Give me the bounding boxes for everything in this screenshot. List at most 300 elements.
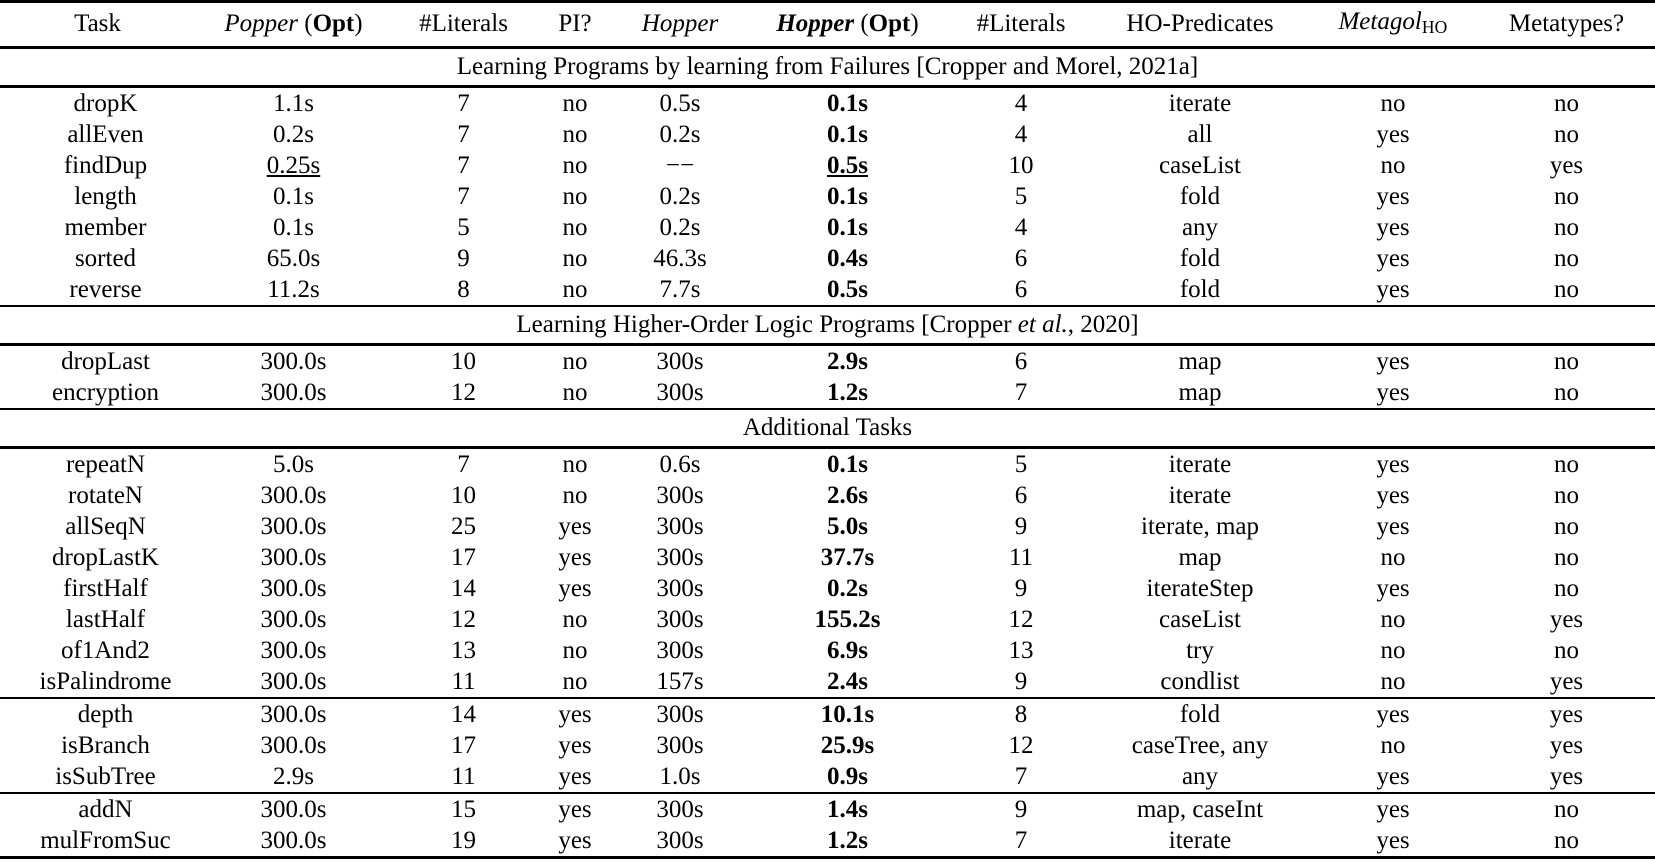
- section-header-row: [0, 409, 1655, 448]
- cell-value: no: [1554, 574, 1579, 602]
- cell-value: 0.5s: [659, 89, 701, 117]
- cell-value: 13: [1008, 636, 1034, 664]
- cell-task: findDup: [63, 151, 148, 179]
- cell-metatypes: [1478, 480, 1655, 511]
- cell-value: no: [562, 244, 588, 272]
- cell-hopper-opt: [745, 150, 950, 181]
- cell-lit2: [950, 181, 1092, 212]
- cell-value: 300s: [656, 636, 704, 664]
- cell-hopper-opt: [745, 212, 950, 243]
- cell-task: of1And2: [61, 636, 150, 664]
- cell-popper-opt: [195, 480, 392, 511]
- cell-popper-opt: [195, 761, 392, 793]
- cell-value: yes: [1376, 481, 1410, 509]
- cell-hopper-opt: [745, 542, 950, 573]
- cell-value: no: [562, 151, 588, 179]
- paren-close-2: ): [910, 10, 919, 38]
- opt-word-2: Opt: [868, 10, 911, 38]
- cell-pi: [535, 542, 615, 573]
- cell-task: dropK: [73, 89, 138, 117]
- cell-value: map: [1178, 543, 1222, 571]
- cell-value: 2.6s: [827, 481, 868, 509]
- col-header-literals-popper: [392, 2, 535, 48]
- cell-hopper-opt: [745, 274, 950, 306]
- cell-value: 7.7s: [659, 275, 701, 303]
- cell-popper-opt: [195, 604, 392, 635]
- cell-value: 7: [457, 151, 470, 179]
- cell-value: try: [1186, 636, 1214, 664]
- cell-pi: [535, 181, 615, 212]
- cell-metagol: [1308, 761, 1478, 793]
- cell-value: 300s: [656, 605, 704, 633]
- cell-value: 300.0s: [260, 667, 327, 695]
- cell-value: yes: [1376, 347, 1410, 375]
- cell-value: map, caseInt: [1136, 795, 1264, 823]
- cell-lit1: [392, 793, 535, 825]
- cell-value: 300.0s: [260, 795, 327, 823]
- cell-value: yes: [1376, 795, 1410, 823]
- cell-value: no: [1554, 182, 1579, 210]
- cell-metagol: [1308, 447, 1478, 480]
- cell-lit2: [950, 377, 1092, 409]
- cell-hopreds: [1092, 698, 1308, 730]
- cell-lit1: [392, 761, 535, 793]
- section-title: Additional Tasks: [0, 409, 1655, 448]
- cell-metagol: [1308, 635, 1478, 666]
- cell-value: 10.1s: [820, 700, 875, 728]
- cell-hopreds: [1092, 573, 1308, 604]
- metagol-subscript: HO: [1421, 16, 1448, 37]
- cell-value: 2.4s: [827, 667, 868, 695]
- cell-popper-opt: [195, 511, 392, 542]
- cell-popper-opt: [195, 666, 392, 698]
- cell-value: no: [1380, 151, 1406, 179]
- cell-lit2: [950, 635, 1092, 666]
- cell-value: 0.2s: [659, 213, 701, 241]
- cell-hopper: [615, 666, 745, 698]
- cell-popper-opt: [195, 793, 392, 825]
- cell-lit2: [950, 243, 1092, 274]
- cell-lit1: [392, 825, 535, 858]
- cell-value: iterate: [1168, 481, 1232, 509]
- cell-lit1: [392, 666, 535, 698]
- cell-value: no: [1380, 543, 1406, 571]
- cell-value: 1.0s: [659, 762, 701, 790]
- cell-lit2: [950, 730, 1092, 761]
- table-row: [0, 344, 1655, 377]
- cell-hopper: [615, 274, 745, 306]
- cell-metagol: [1308, 119, 1478, 150]
- cell-metatypes: [1478, 344, 1655, 377]
- cell-value: yes: [1376, 512, 1410, 540]
- cell-metatypes: [1478, 542, 1655, 573]
- section-header-row: [0, 306, 1655, 345]
- cell-value: 6: [1014, 275, 1028, 303]
- cell-value: 1.1s: [273, 89, 314, 117]
- cell-hopreds: [1092, 793, 1308, 825]
- cell-task: encryption: [0, 377, 195, 409]
- cell-value: iterate, map: [1141, 512, 1259, 540]
- cell-value: 25.9s: [820, 731, 875, 759]
- cell-metatypes: [1478, 635, 1655, 666]
- cell-task: sorted: [74, 244, 137, 272]
- cell-lit2: [950, 573, 1092, 604]
- cell-value: 13: [451, 636, 476, 664]
- cell-hopper-opt: [745, 344, 950, 377]
- cell-pi: [535, 447, 615, 480]
- table-row: [0, 825, 1655, 858]
- cell-lit1: [392, 181, 535, 212]
- cell-value: 7: [1014, 826, 1028, 854]
- cell-value: 0.2s: [659, 182, 701, 210]
- cell-value: no: [1554, 543, 1579, 571]
- cell-value: 19: [451, 826, 476, 854]
- cell-value: 300.0s: [260, 605, 327, 633]
- cell-value: 300s: [656, 826, 704, 854]
- table-row: [0, 480, 1655, 511]
- cell-value: 0.1s: [827, 213, 868, 241]
- cell-value: 17: [451, 731, 476, 759]
- cell-lit2: [950, 212, 1092, 243]
- cell-pi: [535, 666, 615, 698]
- cell-popper-opt: [195, 635, 392, 666]
- cell-value: 6.9s: [827, 636, 868, 664]
- cell-value: fold: [1179, 182, 1221, 210]
- col-header-task: [0, 2, 195, 48]
- cell-value: 1.2s: [827, 826, 868, 854]
- cell-hopper-opt: [745, 604, 950, 635]
- cell-value: 5.0s: [827, 512, 868, 540]
- cell-metagol: [1308, 825, 1478, 858]
- cell-value: no: [1554, 450, 1579, 478]
- cell-value: no: [1380, 89, 1406, 117]
- cell-value: −−: [665, 151, 695, 179]
- cell-popper-opt: [195, 698, 392, 730]
- cell-hopreds: [1092, 542, 1308, 573]
- cell-value: map: [1178, 378, 1222, 406]
- cell-pi: [535, 573, 615, 604]
- cell-hopreds: [1092, 377, 1308, 409]
- table-body: [0, 47, 1655, 857]
- cell-hopper: [615, 377, 745, 409]
- cell-value: 15: [451, 795, 476, 823]
- cell-pi: [535, 344, 615, 377]
- cell-metatypes: [1478, 274, 1655, 306]
- cell-lit1: [392, 542, 535, 573]
- col-header-popper-opt: [195, 2, 392, 48]
- popper-name: Popper: [224, 10, 298, 38]
- opt-word: Opt: [312, 10, 355, 38]
- cell-metatypes: [1478, 86, 1655, 119]
- cell-value: 1.4s: [827, 795, 868, 823]
- cell-metagol: [1308, 480, 1478, 511]
- cell-hopper: [615, 761, 745, 793]
- cell-value: 7: [1014, 378, 1028, 406]
- cell-task: firstHalf: [63, 574, 148, 602]
- cell-value: 12: [1008, 731, 1034, 759]
- cell-metagol: [1308, 181, 1478, 212]
- cell-hopreds: [1092, 730, 1308, 761]
- cell-task: addN: [0, 793, 195, 825]
- cell-metagol: [1308, 150, 1478, 181]
- cell-hopper-opt: [745, 730, 950, 761]
- cell-pi: [535, 243, 615, 274]
- cell-value: no: [1380, 667, 1406, 695]
- cell-popper-opt: [195, 573, 392, 604]
- cell-value: 155.2s: [814, 605, 881, 633]
- cell-task: member: [64, 213, 147, 241]
- cell-value: 300.0s: [260, 574, 327, 602]
- cell-value: all: [1187, 120, 1213, 148]
- cell-value: 6: [1014, 244, 1028, 272]
- cell-value: no: [1554, 244, 1579, 272]
- cell-lit2: [950, 86, 1092, 119]
- section-title: [0, 306, 1655, 345]
- cell-lit1: [392, 698, 535, 730]
- section-title-etal: et al.: [1017, 310, 1068, 338]
- cell-value: fold: [1179, 244, 1221, 272]
- cell-lit1: [392, 573, 535, 604]
- cell-metatypes: [1478, 212, 1655, 243]
- cell-value: iterate: [1168, 450, 1232, 478]
- cell-hopper: [615, 344, 745, 377]
- cell-value: yes: [558, 795, 592, 823]
- cell-lit1: [392, 243, 535, 274]
- cell-value: yes: [1549, 762, 1584, 790]
- cell-lit2: [950, 542, 1092, 573]
- cell-value: 5: [457, 213, 470, 241]
- cell-value: 9: [1014, 667, 1028, 695]
- cell-metagol: [1308, 698, 1478, 730]
- cell-hopper: [615, 698, 745, 730]
- cell-hopreds: [1092, 511, 1308, 542]
- cell-value: 1.2s: [827, 378, 868, 406]
- cell-value: yes: [1376, 182, 1410, 210]
- cell-value: 4: [1014, 89, 1028, 117]
- cell-metatypes: [1478, 604, 1655, 635]
- cell-metatypes: [1478, 119, 1655, 150]
- cell-popper-opt: [195, 86, 392, 119]
- cell-hopper-opt: [745, 243, 950, 274]
- cell-value: 157s: [656, 667, 704, 695]
- cell-value: 0.1s: [827, 120, 868, 148]
- cell-value: 300.0s: [260, 512, 327, 540]
- paren-open-2: (: [854, 10, 869, 38]
- cell-value: 300.0s: [260, 378, 327, 406]
- cell-metagol: [1308, 793, 1478, 825]
- cell-value: 11: [451, 667, 476, 695]
- metagol-name: Metagol: [1338, 8, 1422, 35]
- cell-value: 0.2s: [659, 120, 701, 148]
- cell-hopper-opt: [745, 480, 950, 511]
- cell-metagol: [1308, 573, 1478, 604]
- cell-hopper-opt: [745, 447, 950, 480]
- cell-value: 300s: [656, 347, 704, 375]
- cell-value: 0.1s: [827, 450, 868, 478]
- cell-value: 4: [1014, 120, 1028, 148]
- cell-metagol: [1308, 542, 1478, 573]
- cell-value: yes: [558, 731, 592, 759]
- table-row: [0, 86, 1655, 119]
- cell-hopper-opt: [745, 86, 950, 119]
- cell-value: 0.2s: [273, 120, 314, 148]
- cell-value: 2.9s: [273, 762, 314, 790]
- cell-value: 14: [451, 574, 476, 602]
- table-row: [0, 793, 1655, 825]
- cell-metatypes: [1478, 511, 1655, 542]
- cell-value: 12: [1008, 605, 1034, 633]
- cell-hopreds: [1092, 243, 1308, 274]
- cell-value: any: [1181, 762, 1219, 790]
- cell-value: 11: [451, 762, 476, 790]
- cell-value: yes: [558, 512, 592, 540]
- cell-hopreds: [1092, 666, 1308, 698]
- cell-value: 5: [1014, 450, 1028, 478]
- cell-value: 4: [1014, 213, 1028, 241]
- cell-metatypes: [1478, 243, 1655, 274]
- cell-value: any: [1181, 213, 1219, 241]
- col-header-literals-hopper: [950, 2, 1092, 48]
- cell-lit2: [950, 793, 1092, 825]
- cell-popper-opt: [195, 344, 392, 377]
- cell-value: no: [562, 636, 588, 664]
- cell-pi: [535, 86, 615, 119]
- cell-task: isBranch: [61, 731, 150, 759]
- cell-popper-opt: [195, 181, 392, 212]
- cell-popper-opt: [195, 243, 392, 274]
- cell-value: no: [562, 275, 588, 303]
- cell-value: 300s: [656, 574, 704, 602]
- cell-hopreds: [1092, 604, 1308, 635]
- cell-value: 25: [451, 512, 476, 540]
- table-row: [0, 212, 1655, 243]
- cell-value: 0.1s: [273, 182, 314, 210]
- cell-value: 46.3s: [653, 244, 707, 272]
- cell-hopper-opt: [745, 793, 950, 825]
- cell-value: 12: [451, 378, 476, 406]
- col-header-ho-predicates: [1092, 2, 1308, 48]
- col-header-hopper-opt: [745, 2, 950, 48]
- cell-value: map: [1178, 347, 1222, 375]
- cell-value: yes: [1376, 275, 1410, 303]
- cell-hopreds: [1092, 212, 1308, 243]
- cell-metagol: [1308, 730, 1478, 761]
- cell-value: 300.0s: [260, 826, 327, 854]
- table-head: [0, 2, 1655, 48]
- cell-value: 0.2s: [827, 574, 868, 602]
- cell-lit2: [950, 698, 1092, 730]
- cell-value: 5: [1014, 182, 1028, 210]
- cell-lit1: [392, 119, 535, 150]
- cell-lit2: [950, 447, 1092, 480]
- cell-metagol: [1308, 511, 1478, 542]
- cell-lit2: [950, 761, 1092, 793]
- table-row: [0, 573, 1655, 604]
- cell-popper-opt: [195, 119, 392, 150]
- col-header-pi-label: PI?: [558, 10, 592, 38]
- cell-hopper-opt: [745, 825, 950, 858]
- cell-value: 9: [1014, 512, 1028, 540]
- cell-value: 300.0s: [260, 481, 327, 509]
- cell-value: 7: [457, 89, 470, 117]
- cell-value: 65.0s: [266, 244, 321, 272]
- cell-metatypes: [1478, 730, 1655, 761]
- cell-hopper-opt: [745, 573, 950, 604]
- cell-hopper: [615, 542, 745, 573]
- cell-value: yes: [1376, 700, 1410, 728]
- cell-task: allEven: [67, 120, 144, 148]
- cell-lit1: [392, 212, 535, 243]
- cell-metatypes: [1478, 698, 1655, 730]
- cell-hopper-opt: [745, 119, 950, 150]
- cell-hopreds: [1092, 344, 1308, 377]
- cell-value: 11: [1008, 543, 1034, 571]
- cell-value: condlist: [1160, 667, 1240, 695]
- cell-lit2: [950, 825, 1092, 858]
- table-row: [0, 542, 1655, 573]
- cell-popper-opt: [195, 150, 392, 181]
- cell-value: yes: [1549, 731, 1584, 759]
- cell-value: no: [562, 213, 588, 241]
- cell-hopper: [615, 150, 745, 181]
- col-header-hopper-label: Hopper: [641, 10, 719, 38]
- cell-value: no: [562, 347, 588, 375]
- cell-popper-opt: [195, 447, 392, 480]
- cell-task: dropLast: [61, 347, 150, 375]
- cell-task: isPalindrome: [39, 667, 172, 695]
- cell-lit2: [950, 344, 1092, 377]
- col-header-metagol: [1308, 2, 1478, 48]
- cell-lit1: [392, 730, 535, 761]
- cell-value: 6: [1014, 481, 1028, 509]
- cell-value: 11.2s: [267, 275, 320, 303]
- cell-lit2: [950, 511, 1092, 542]
- cell-value: 0.1s: [827, 182, 868, 210]
- cell-lit1: [392, 604, 535, 635]
- cell-hopper: [615, 119, 745, 150]
- cell-pi: [535, 377, 615, 409]
- cell-hopper: [615, 212, 745, 243]
- cell-value: 0.1s: [273, 213, 314, 241]
- cell-lit1: [392, 150, 535, 181]
- cell-hopper: [615, 86, 745, 119]
- cell-pi: [535, 635, 615, 666]
- cell-task: reverse: [0, 274, 195, 306]
- cell-pi: [535, 511, 615, 542]
- cell-value: yes: [558, 762, 592, 790]
- cell-value: 9: [1014, 795, 1028, 823]
- cell-hopreds: [1092, 635, 1308, 666]
- cell-value: 10: [451, 481, 476, 509]
- col-header-metatypes-label: Metatypes?: [1508, 10, 1625, 38]
- cell-value: 300s: [656, 512, 704, 540]
- cell-pi: [535, 761, 615, 793]
- cell-lit1: [392, 274, 535, 306]
- cell-popper-opt: [195, 730, 392, 761]
- col-header-hopper: [615, 2, 745, 48]
- table-row: [0, 698, 1655, 730]
- cell-value: 7: [1014, 762, 1028, 790]
- table-row: [0, 119, 1655, 150]
- section-header-row: [0, 47, 1655, 86]
- cell-lit2: [950, 666, 1092, 698]
- cell-hopreds: [1092, 480, 1308, 511]
- cell-lit1: [392, 447, 535, 480]
- cell-metatypes: [1478, 377, 1655, 409]
- cell-metatypes: [1478, 666, 1655, 698]
- cell-value: 7: [457, 182, 470, 210]
- cell-hopper: [615, 635, 745, 666]
